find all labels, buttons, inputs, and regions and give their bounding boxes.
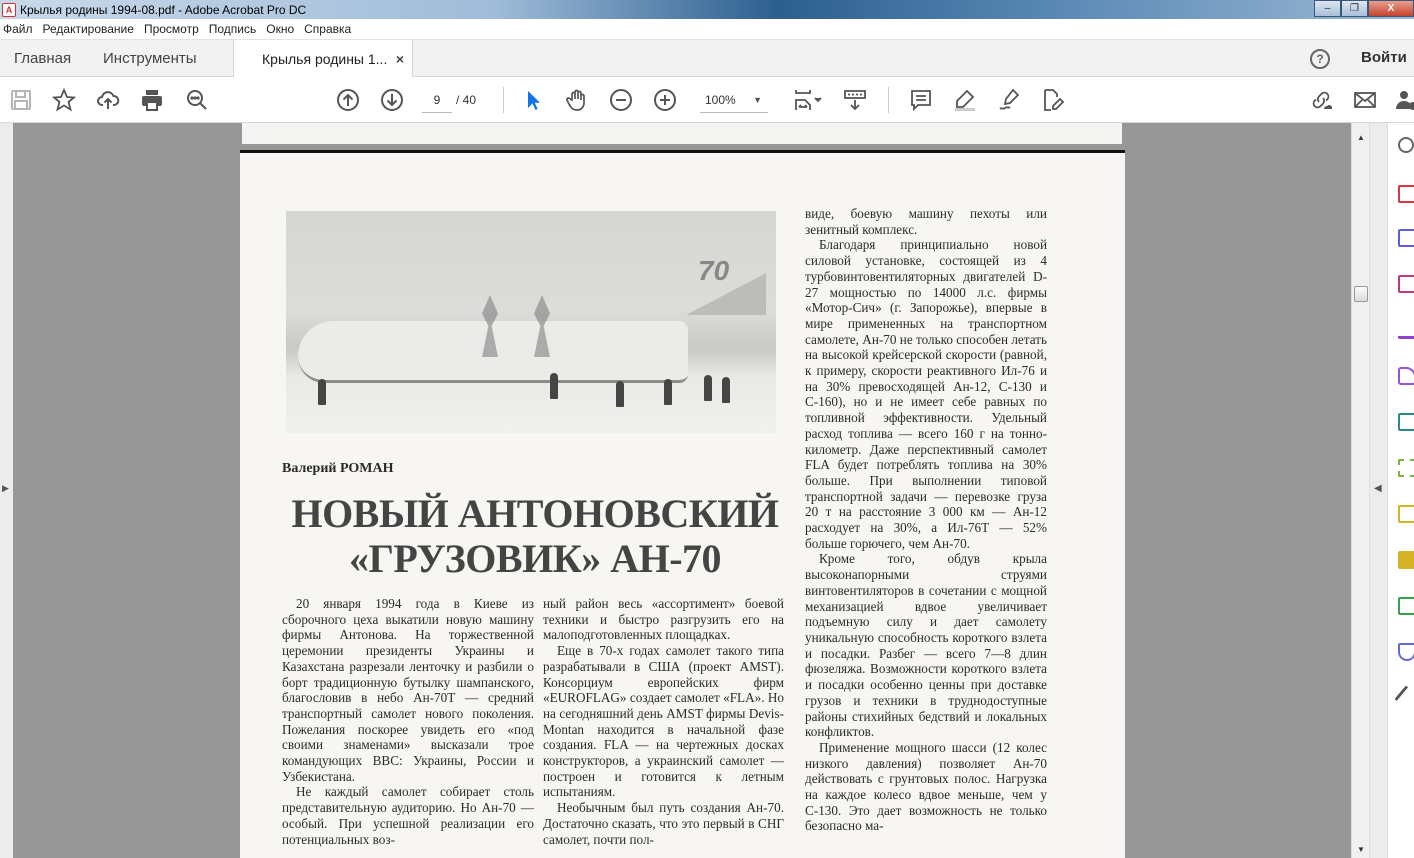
zoom-level-dropdown[interactable]	[700, 91, 768, 113]
menu-view[interactable]: Просмотр	[143, 22, 199, 36]
paragraph: ный район весь «ассортимент» боевой техники и быстро разгрузить его на малоподготовленных площадках.	[543, 596, 784, 643]
share-link-icon[interactable]	[1308, 87, 1334, 113]
photo-person	[550, 373, 558, 399]
zoom-in-icon[interactable]	[652, 87, 678, 113]
page-total: / 40	[456, 93, 477, 107]
comment-panel-icon[interactable]	[1398, 551, 1414, 569]
photo-tail-number: 70	[698, 255, 730, 286]
collapse-right-panel-icon[interactable]: ◀	[1374, 483, 1382, 494]
tab-tools[interactable]: Инструменты	[103, 50, 197, 67]
bookmark-star-icon[interactable]	[51, 87, 77, 113]
scroll-down-arrow-icon[interactable]: ▼	[1357, 845, 1365, 854]
toolbar-divider	[503, 87, 504, 113]
fill-sign-icon[interactable]	[1398, 367, 1414, 385]
more-tools-icon[interactable]	[1394, 685, 1414, 710]
paragraph: виде, боевую машину пехоты или зенитный комплекс.	[805, 206, 1047, 237]
login-button[interactable]: Войти	[1361, 49, 1407, 66]
menu-bar	[0, 19, 1414, 40]
protect-icon[interactable]	[1398, 643, 1414, 661]
save-icon[interactable]	[8, 87, 34, 113]
vertical-scrollbar[interactable]	[1351, 123, 1369, 858]
document-canvas[interactable]	[13, 123, 1351, 858]
article-headline	[280, 491, 790, 581]
fit-page-icon[interactable]	[790, 87, 826, 113]
toolbar-divider	[888, 87, 889, 113]
zoom-out-icon[interactable]	[608, 87, 634, 113]
photo-person	[664, 379, 672, 405]
paragraph: Кроме того, обдув крыла высоконапорными струями винтовентиляторов в сочетании с мощной механизацией вдвое увеличивает подъемную силу и дает самолету уникальную способность короткого взлета и посадки. Разбег — всего 7—8 длин фюзеляжа. Возможности короткого взлета и посадки особенно ценны при доставке грузов и техники в труднодоступные районы стихийных бедствий и локальных конфликтов.	[805, 551, 1047, 740]
article-column-2	[543, 596, 784, 847]
article-column-1	[282, 596, 534, 847]
main-toolbar	[0, 77, 1414, 123]
select-arrow-icon[interactable]	[520, 87, 546, 113]
menu-window[interactable]: Окно	[266, 22, 295, 36]
minimize-button[interactable]: –	[1314, 0, 1341, 17]
paragraph: Благодаря принципиально новой силовой установке, состоящей из 4 турбовинтовентиляторных двигателей D-27 мощностью по 14000 л.с. фирмы «Мотор-Сич» (г. Запорожье), впервые в мире примененных на транспортном самолете, Ан-70 не только способен летать на высокой крейсерской скорости (равной, к примеру, скорости реактивного Ил-76 и на 30% превосходящей Ан-12, С-130 и С-160), но и не имеет себе равных по топливной эффективности. Удельный расход топлива — всего 160 г на тонно-километр. Даже перспективный самолет FLA будет потреблять топлива на 30% больше. При выполнении типовой транспортной задачи — перевозке груза 20 т на расстояние 3 000 км — Ан-12 расходует на 30%, а Ил-76Т — 52% больше горючего, чем Ан-70.	[805, 237, 1047, 551]
previous-page-bottom	[242, 123, 1122, 144]
sign-icon[interactable]	[996, 87, 1022, 113]
photo-person	[704, 375, 712, 401]
page-up-icon[interactable]	[335, 87, 361, 113]
tab-document-label: Крылья родины 1...	[262, 51, 388, 67]
scan-icon[interactable]	[1398, 597, 1414, 615]
paragraph: Необычным был путь создания Ан-70. Достаточно сказать, что это первый в СНГ самолет, почти пол-	[543, 800, 784, 847]
menu-edit[interactable]: Редактирование	[42, 22, 134, 36]
add-user-icon[interactable]	[1394, 87, 1414, 113]
search-icon[interactable]	[184, 87, 210, 113]
zoom-level-value: 100%	[705, 93, 736, 107]
scroll-up-arrow-icon[interactable]: ▲	[1357, 133, 1365, 142]
organize-pages-icon[interactable]	[1398, 275, 1414, 293]
photo-person	[318, 379, 326, 405]
photo-person	[616, 381, 624, 407]
scroll-mode-icon[interactable]	[842, 87, 868, 113]
headline-line-1: НОВЫЙ АНТОНОВСКИЙ	[291, 491, 779, 536]
email-icon[interactable]	[1352, 87, 1378, 113]
window-titlebar	[0, 0, 1414, 19]
close-tab-icon[interactable]: ×	[395, 51, 404, 67]
paragraph: 20 января 1994 года в Киеве из сборочного цеха выкатили новую машину фирмы Антонова. На торжественной церемонии президенты Украины и Казахстана разрезали ленточку и разбили о борт традиционную бутылку шампанского, благословив в небо Ан-70Т — средний транспортный самолет нового поколения. Пожелания поскорее увидеть его «под своими знаменами» высказали трое командующих ВВС: Украины, России и Узбекистана.	[282, 596, 534, 784]
left-panel-toggle[interactable]	[0, 123, 13, 858]
right-panel-collapse-strip[interactable]	[1369, 123, 1387, 858]
help-icon[interactable]: ?	[1310, 49, 1330, 69]
pdf-page	[240, 150, 1125, 858]
page-down-icon[interactable]	[379, 87, 405, 113]
photo-person	[722, 377, 730, 403]
export-pdf-icon[interactable]	[1398, 185, 1414, 203]
comment-icon[interactable]	[908, 87, 934, 113]
headline-line-2: «ГРУЗОВИК» АН-70	[348, 536, 722, 581]
redact-icon[interactable]	[1398, 321, 1414, 339]
window-title: Крылья родины 1994-08.pdf - Adobe Acrobat Pro DC	[20, 2, 307, 17]
compare-icon[interactable]	[1398, 459, 1414, 477]
acrobat-app-icon: A	[2, 3, 16, 17]
close-window-button[interactable]: X	[1368, 0, 1414, 17]
rich-media-icon[interactable]	[1398, 505, 1414, 523]
panel-toggle-icon[interactable]	[1398, 137, 1414, 153]
right-tools-panel	[1387, 123, 1414, 858]
article-column-3	[805, 206, 1047, 834]
create-pdf-icon[interactable]	[1398, 229, 1414, 247]
tab-home[interactable]: Главная	[14, 50, 72, 67]
paragraph: Не каждый самолет собирает столь представительную аудиторию. Но Ан-70 — особый. При успешной реализации его потенциальных воз-	[282, 784, 534, 847]
tab-bar	[0, 40, 1414, 77]
page-number-input[interactable]: 9	[422, 91, 452, 113]
paragraph: Еще в 70-х годах самолет такого типа разрабатывали в США (проект AMST). Консорциум европейских фирм «EUROFLAG» создает самолет «FLA». Но на сегодняшний день AMST фирмы Devis-Montan находится в начальной фазе создания. FLA — на чертежных досках конструкторов, а украинский самолет — построен и готовится к летным испытаниям.	[543, 643, 784, 800]
article-byline: Валерий РОМАН	[282, 461, 394, 476]
paragraph: Применение мощного шасси (12 колес низкого давления) позволяет Ан-70 действовать с грунтовых полос. Нагрузка на каждое колесо вдвое меньше, чем у С-130. Это дает возможность не только безопасно ма-	[805, 739, 1047, 834]
scrollbar-thumb[interactable]	[1354, 286, 1368, 302]
hand-tool-icon[interactable]	[564, 87, 590, 113]
highlight-icon[interactable]	[952, 87, 978, 113]
menu-file[interactable]: Файл	[3, 22, 33, 36]
menu-help[interactable]: Справка	[304, 22, 352, 36]
menu-sign[interactable]: Подпись	[208, 22, 257, 36]
edit-pdf-panel-icon[interactable]	[1398, 413, 1414, 431]
chevron-down-icon: ▼	[753, 95, 762, 105]
edit-pdf-icon[interactable]	[1040, 87, 1066, 113]
print-icon[interactable]	[139, 87, 165, 113]
maximize-button[interactable]: ❐	[1341, 0, 1368, 17]
an70-aircraft-photo	[286, 211, 776, 433]
cloud-upload-icon[interactable]	[95, 87, 121, 113]
tab-document[interactable]	[233, 40, 413, 78]
expand-left-panel-icon[interactable]: ▶	[2, 483, 9, 493]
